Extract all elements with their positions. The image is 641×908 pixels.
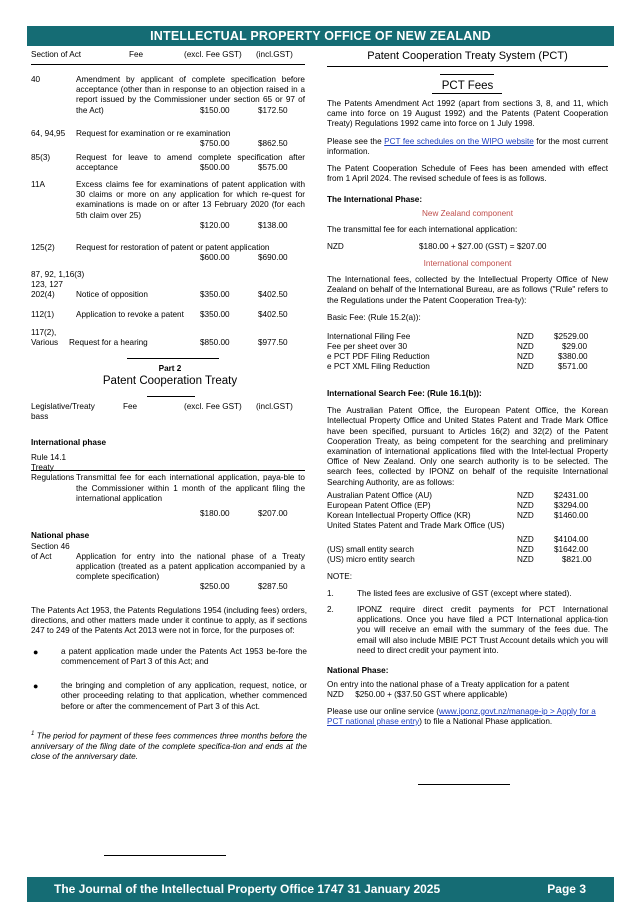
intro-paragraph: The Patents Amendment Act 1992 (apart from sections 3, 8, and 11, which came into force on 19 August 1992) and the Patents (Patent Cooperation Treaty) Regulations 1992 came into force on 1 July 1998.: [327, 99, 608, 129]
fee-value: $821.00: [562, 554, 592, 564]
transmittal-row: [327, 242, 608, 254]
row-incl: $287.50: [258, 581, 288, 591]
divider: [31, 64, 305, 65]
table-row: [31, 153, 309, 176]
row-excl: $600.00: [200, 253, 230, 262]
row-incl: $402.50: [258, 310, 288, 319]
list-item: [327, 545, 608, 555]
iponz-link[interactable]: www.iponz.govt.nz/manage-ip > Apply for a PCT national phase entry: [327, 706, 596, 726]
row-excl: $180.00: [200, 509, 230, 519]
row-text: Notice of opposition: [76, 290, 148, 299]
journal-title: The Journal of the Intellectual Property Office 1747 31 January 2025: [54, 882, 441, 896]
intl-heading: The International Phase:: [327, 195, 423, 205]
row-section: 87, 92, 1,16(3): [31, 270, 85, 279]
row-section: Rule 14.1: [31, 453, 67, 463]
fee-table-header: [31, 50, 309, 62]
footnote-text: The period for payment of these fees commences three months: [34, 731, 271, 741]
row-incl: $690.00: [258, 253, 288, 262]
fee-value: $29.00: [562, 342, 588, 352]
row-excl: $120.00: [200, 221, 230, 230]
list-item: [327, 332, 608, 342]
row-section: 123, 127: [31, 280, 63, 289]
wipo-link[interactable]: PCT fee schedules on the WIPO website: [384, 136, 534, 146]
divider: [127, 358, 219, 359]
row-section: 11A: [31, 180, 45, 189]
intl-phase-row: [31, 453, 309, 503]
intl-fees-text: The International fees, collected by the Intellectual Property Office of New Zealand on behalf of the International Bureau, are as follows ("Rule" refers to the Regulations under the Patent Cooperation Trea-ty):: [327, 275, 608, 305]
row-section: 125(2): [31, 243, 55, 252]
row-excl: $750.00: [200, 139, 230, 148]
row-section: Various: [31, 338, 59, 347]
row-incl: $575.00: [258, 163, 288, 172]
row-section: of Act: [31, 551, 52, 561]
row-excl: $350.00: [200, 290, 230, 299]
bullet-text: the bringing and completion of any application, request, notice, or other proceeding relating to that application, whether commenced before or after the commencement of Part 3 of this Act.: [61, 681, 307, 711]
row-text: Excess claims fee for examinations of patent application with 30 claims or more on any application for which re-quest for examinations is made on or after 13 February 2020 (for each 5th claim over 25): [76, 180, 305, 220]
row-text: Request for examination or re examination: [76, 129, 231, 138]
list-item: [31, 681, 309, 723]
divider: [418, 784, 510, 785]
list-item: [327, 491, 608, 501]
footer-banner: [27, 877, 614, 902]
row-section: 85(3): [31, 153, 51, 162]
row-text: Request for leave to amend complete specification after acceptance: [76, 153, 305, 173]
row-text: Request for a hearing: [69, 338, 148, 347]
fee-label: Fee per sheet over 30: [327, 342, 408, 352]
search-fee-text: The Australian Patent Office, the European Patent Office, the Korean Intellectual Property Office and United States Patent and Trade Mark Office have been specified, pursuant to Articles 16(2) and 32(2) of the Patent Cooperation Treaty, as being competent for the searching and preliminary examination of international applications filed with the Intel-lectual Property Office of New Zealand. Only one search authority is to be selected. The search fees, collected by IPONZ on behalf of the requisite International Searching Authority, are as follows:: [327, 406, 608, 487]
schedule-paragraph: The Patent Cooperation Schedule of Fees has been amended with effect from 1 April 2024. The revised schedule of fees is as follows.: [327, 164, 608, 184]
footnote-text: the anniversary of the filing date of the complete specifica-tion and ends at the close of the anniversary date.: [31, 731, 307, 762]
table-row: [31, 270, 309, 300]
footnote-underlined: before: [270, 731, 294, 741]
fee-value: $2431.00: [554, 490, 589, 500]
national-phase-heading: National phase: [31, 531, 90, 541]
fee-value: $380.00: [558, 352, 588, 362]
divider: [147, 396, 195, 397]
intl-component-heading: International component: [423, 259, 512, 269]
row-section: 64, 94,95: [31, 129, 66, 138]
list-item: [327, 511, 608, 521]
transmittal-text: The transmittal fee for each international application:: [327, 224, 518, 234]
col-incl: (incl.GST): [256, 50, 293, 59]
row-text: Application for entry into the national phase of a Treaty application (treated as a patent application accompanied by a complete specification): [76, 551, 305, 582]
table-row: [31, 180, 309, 240]
pct-table-header: [31, 402, 309, 424]
col-basis: Legislative/Treaty bass: [31, 402, 95, 422]
list-item: [327, 555, 608, 565]
national-phase-heading: National Phase:: [327, 666, 389, 676]
fee-label: (US) micro entity search: [327, 554, 415, 564]
row-section: Section 46: [31, 541, 70, 551]
fee-value: $571.00: [558, 362, 588, 372]
list-item: [327, 605, 608, 655]
table-row: [31, 129, 309, 151]
divider: [327, 66, 608, 67]
table-row: [31, 243, 309, 266]
left-column: [31, 50, 309, 763]
table-row: [31, 310, 309, 322]
bullet-icon: ●: [33, 647, 39, 658]
online-text: ) to file a National Phase application.: [419, 716, 553, 726]
fee-currency: NZD: [517, 342, 534, 352]
search-fee-list: [327, 491, 608, 565]
fee-currency: NZD: [517, 510, 534, 520]
bullet-icon: ●: [33, 681, 39, 692]
currency: NZD: [327, 242, 344, 252]
right-column: [327, 50, 608, 727]
col-excl: (excl. Fee GST): [184, 50, 242, 59]
row-incl: $402.50: [258, 290, 288, 299]
list-item: [327, 501, 608, 511]
part2-label: Part 2: [158, 364, 182, 373]
list-item: [327, 521, 608, 531]
col-fee: Fee: [123, 402, 138, 412]
table-row: [31, 75, 309, 127]
footnote: [31, 729, 307, 762]
bullet-text: a patent application made under the Patents Act 1953 be-fore the commencement of Part 3 of this Act; and: [61, 647, 307, 667]
fee-currency: NZD: [517, 490, 534, 500]
fee-currency: NZD: [517, 544, 534, 554]
divider: [440, 74, 494, 75]
list-item: [327, 535, 608, 545]
fee-label: (US) small entity search: [327, 544, 414, 554]
header-banner: [27, 26, 614, 46]
part2-title: Patent Cooperation Treaty: [102, 375, 238, 388]
fee-label: International Filing Fee: [327, 332, 411, 342]
national-phase-row: [31, 542, 309, 582]
list-item: [327, 352, 608, 362]
col-incl: (incl.GST): [256, 402, 293, 412]
row-text: Request for restoration of patent or patent application: [76, 243, 270, 252]
fee-currency: NZD: [517, 554, 534, 564]
fee-currency: NZD: [517, 352, 534, 362]
row-text: Application to revoke a patent: [76, 310, 184, 319]
wipo-text: Please see the: [327, 136, 385, 146]
wipo-paragraph: [327, 137, 608, 157]
row-incl: $977.50: [258, 338, 288, 347]
note-number: 1.: [327, 589, 334, 599]
online-service-paragraph: [327, 707, 608, 727]
row-excl: $150.00: [200, 106, 230, 115]
fee-currency: NZD: [517, 534, 534, 544]
nz-component-heading: New Zealand component: [421, 208, 514, 218]
row-excl: $250.00: [200, 581, 230, 591]
row-text: Transmittal fee for each international application, paya-ble to the Commissioner within 1 month of the applicant filing the international application: [76, 473, 305, 503]
list-item: [327, 342, 608, 352]
fee-label: Australian Patent Office (AU): [327, 490, 432, 500]
online-text: Please use our online service (: [327, 706, 439, 716]
transmittal-amount: $180.00 + $27.00 (GST) = $207.00: [419, 242, 547, 252]
col-excl: (excl. Fee GST): [184, 402, 242, 412]
national-phase-fee: NZD $250.00 + ($37.50 GST where applicable): [327, 690, 508, 700]
fee-value: $3294.00: [554, 500, 589, 510]
footnote-mark: 1: [31, 731, 35, 738]
fee-currency: NZD: [517, 332, 534, 342]
note-label: NOTE:: [327, 571, 353, 581]
basic-fee-list: [327, 332, 608, 372]
row-excl: $500.00: [200, 163, 230, 172]
header-title: INTELLECTUAL PROPERTY OFFICE OF NEW ZEALAND: [150, 29, 491, 43]
table-row: [31, 328, 309, 348]
col-section: Section of Act: [31, 50, 82, 59]
col-fee: Fee: [129, 50, 144, 59]
list-item: [327, 362, 608, 372]
fee-label: European Patent Office (EP): [327, 500, 431, 510]
fee-label: Korean Intellectual Property Office (KR): [327, 510, 471, 520]
fee-label: e PCT XML Filing Reduction: [327, 362, 430, 372]
fee-value: $1642.00: [554, 544, 589, 554]
row-section: 117(2),: [31, 328, 57, 337]
row-section: 112(1): [31, 310, 55, 319]
list-item: [327, 589, 608, 601]
fee-value: $1460.00: [554, 510, 589, 520]
search-fee-heading: International Search Fee: (Rule 16.1(b)):: [327, 389, 482, 399]
row-section: Regulations: [31, 473, 75, 483]
national-phase-text: On entry into the national phase of a Treaty application for a patent: [327, 680, 570, 690]
row-excl: $350.00: [200, 310, 230, 319]
row-section: 202(4): [31, 290, 55, 299]
row-excl: $850.00: [200, 338, 230, 347]
row-incl: $207.00: [258, 509, 288, 519]
page-number: Page 3: [547, 882, 586, 896]
row-incl: $172.50: [258, 106, 288, 115]
wipo-text: for the most current information.: [327, 136, 608, 156]
divider: [104, 855, 226, 856]
intl-phase-heading: International phase: [31, 438, 107, 448]
system-title: Patent Cooperation Treaty System (PCT): [367, 50, 568, 62]
fee-label: United States Patent and Trade Mark Office (US): [327, 520, 505, 530]
pct-fees-title: PCT Fees: [441, 80, 494, 92]
fee-label: e PCT PDF Filing Reduction: [327, 352, 430, 362]
note-text: IPONZ require direct credit payments for PCT International applications. Once you have filed a PCT International applica-tion you will receive an email with the summary of the fees due. The email will also include MBIE PCT Trust Account details which you will need to direct credit your payment into.: [357, 605, 608, 655]
row-section: 40: [31, 75, 41, 84]
row-text: Amendment by applicant of complete specification before acceptance (other than in response to an objection raised in a report issued by the Commissioner under section 65 or 97 of the Act): [76, 75, 305, 115]
fee-value: $4104.00: [554, 534, 589, 544]
note-number: 2.: [327, 605, 334, 615]
row-incl: $138.00: [258, 221, 288, 230]
basic-fee-heading: Basic Fee: (Rule 15.2(a)):: [327, 312, 421, 322]
row-section: Treaty: [31, 463, 54, 473]
divider: [432, 93, 502, 94]
fee-currency: NZD: [517, 362, 534, 372]
list-item: [31, 647, 309, 669]
note-text: The listed fees are exclusive of GST (except where stated).: [357, 589, 572, 599]
fee-value: $2529.00: [554, 332, 589, 342]
row-incl: $862.50: [258, 139, 288, 148]
act-paragraph: The Patents Act 1953, the Patents Regulations 1954 (including fees) orders, directions, and other matters made under it continue to apply, as if sections 247 to 249 of the Patents Act 2013 were not in force, for the purposes of:: [31, 605, 307, 636]
fee-currency: NZD: [517, 500, 534, 510]
